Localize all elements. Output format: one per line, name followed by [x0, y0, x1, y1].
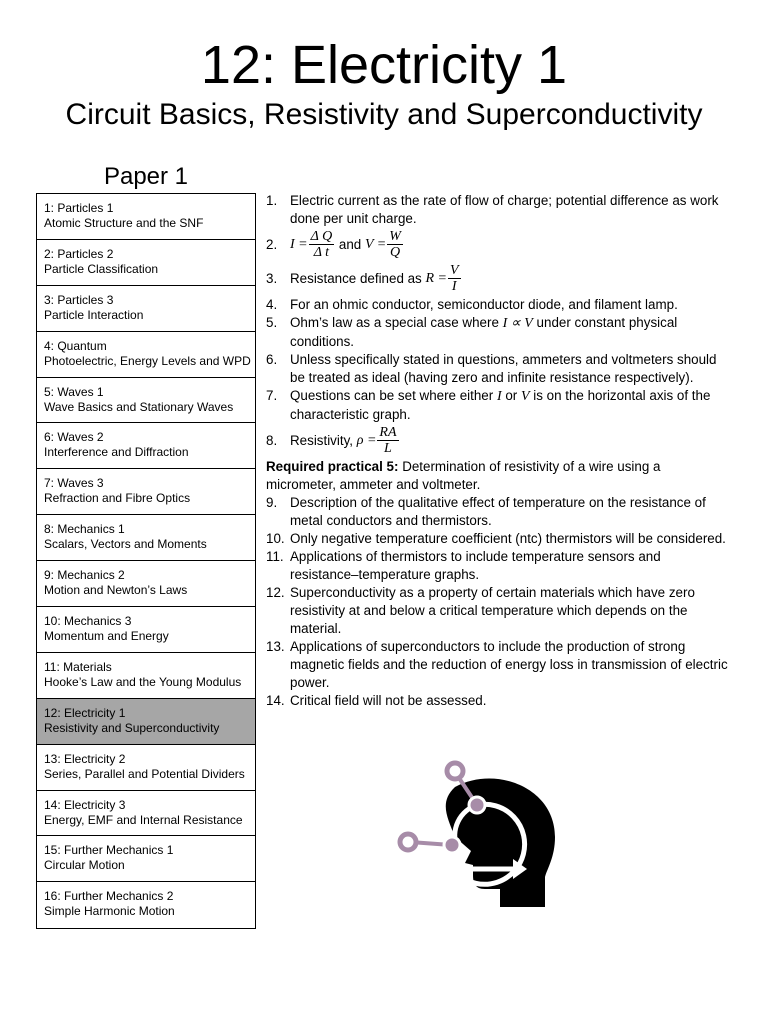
topic-item[interactable] — [37, 332, 255, 378]
topic-name: Interference and Diffraction — [44, 445, 189, 460]
spec-item — [266, 425, 728, 456]
topic-item[interactable] — [37, 745, 255, 791]
page-subtitle: Circuit Basics, Resistivity and Superconductivity — [65, 98, 703, 131]
item-text: Critical field will not be assessed. — [290, 693, 487, 708]
topic-number: 4: Quantum — [44, 338, 107, 353]
circuit-node — [400, 834, 416, 850]
item-text: and — [335, 236, 365, 252]
item-number: 9. — [266, 495, 278, 510]
circuit-node — [447, 763, 463, 779]
topic-item[interactable] — [37, 515, 255, 561]
topic-number: 10: Mechanics 3 — [44, 614, 132, 629]
topic-item-active[interactable] — [37, 699, 255, 745]
item-text: Applications of thermistors to include temperature sensors and resistance–temperature graphs. — [290, 549, 661, 582]
spec-item — [266, 229, 728, 260]
item-text: Questions can be set where either — [290, 388, 497, 403]
item-text: Only negative temperature coefficient (ntc) thermistors will be considered. — [290, 531, 726, 546]
item-text: Superconductivity as a property of certain materials which have zero resistivity at and below a critical temperature which depends on the material. — [290, 585, 695, 636]
topic-item[interactable] — [37, 561, 255, 607]
math-symbol: I — [496, 389, 502, 404]
topic-name: Scalars, Vectors and Moments — [44, 537, 207, 552]
topic-number: 9: Mechanics 2 — [44, 568, 125, 583]
topic-number: 5: Waves 1 — [44, 384, 104, 399]
item-text: Resistivity, — [290, 432, 357, 448]
item-number: 5. — [266, 315, 278, 330]
head-silhouette — [446, 778, 555, 907]
spec-item — [266, 530, 728, 548]
spec-item — [266, 638, 728, 692]
topic-number: 13: Electricity 2 — [44, 751, 126, 766]
spec-item — [266, 494, 728, 530]
item-text: Ohm’s law as a special case where — [290, 315, 503, 330]
topic-item[interactable] — [37, 469, 255, 515]
item-number: 12. — [266, 585, 285, 600]
topic-name: Refraction and Fibre Optics — [44, 491, 191, 506]
topic-name: Particle Classification — [44, 261, 159, 276]
fraction: $\frac{V}{I}$ — [449, 263, 459, 294]
topic-name: Particle Interaction — [44, 307, 144, 322]
spec-item — [266, 314, 728, 351]
topic-item[interactable] — [37, 240, 255, 286]
topic-number: 8: Mechanics 1 — [44, 522, 125, 537]
required-practical-label: Required practical 5: — [266, 459, 399, 474]
circuit-node — [444, 837, 460, 853]
item-text: is on the horizontal axis of the characteristic graph. — [290, 388, 711, 422]
topic-number: 14: Electricity 3 — [44, 797, 126, 812]
spec-item — [266, 263, 728, 294]
item-number: 10. — [266, 531, 285, 546]
required-practical-text: Determination of resistivity of a wire using a micrometer, ammeter and voltmeter. — [266, 459, 661, 492]
topic-item[interactable] — [37, 836, 255, 882]
topic-item[interactable] — [37, 607, 255, 653]
fraction: $\frac{\text{Δ Q}}{\text{Δ t}}$ — [310, 229, 333, 260]
item-number: 11. — [266, 549, 284, 564]
topic-number: 11: Materials — [44, 659, 112, 674]
item-text: Description of the qualitative effect of temperature on the resistance of metal conductors and thermistors. — [290, 495, 706, 528]
topic-name: Photoelectric, Energy Levels and WPD — [44, 353, 251, 368]
topic-number: 7: Waves 3 — [44, 476, 104, 491]
item-number: 3. — [266, 270, 278, 286]
current-equation: I = — [290, 236, 308, 252]
topic-name: Series, Parallel and Potential Dividers — [44, 766, 245, 781]
topic-number: 1: Particles 1 — [44, 201, 114, 215]
resistance-equation: R = — [425, 270, 447, 286]
item-number: 1. — [266, 193, 278, 208]
topic-item[interactable] — [37, 286, 255, 332]
specification-content — [266, 192, 728, 710]
topic-name: Resistivity and Superconductivity — [44, 720, 220, 735]
topic-item[interactable] — [37, 653, 255, 699]
fraction: $\frac{W}{Q}$ — [389, 229, 401, 260]
topic-number: 2: Particles 2 — [44, 246, 114, 261]
spec-item — [266, 692, 728, 710]
topic-name: Motion and Newton’s Laws — [44, 583, 188, 598]
topic-name: Simple Harmonic Motion — [44, 904, 175, 919]
topic-item[interactable] — [37, 423, 255, 469]
item-text: or — [501, 388, 521, 403]
spec-item — [266, 387, 728, 424]
topic-number: 15: Further Mechanics 1 — [44, 843, 174, 858]
spec-item — [266, 584, 728, 638]
item-text: Electric current as the rate of flow of charge; potential difference as work done per unit charge. — [290, 193, 719, 226]
item-number: 14. — [266, 693, 285, 708]
topic-name: Atomic Structure and the SNF — [44, 216, 204, 230]
item-text: Unless specifically stated in questions, ammeters and voltmeters should be treated as ideal (having zero and infinite resistance respectively). — [290, 352, 717, 385]
topic-name: Hooke’s Law and the Young Modulus — [44, 674, 242, 689]
spec-item — [266, 351, 728, 387]
circuit-node — [469, 797, 485, 813]
ohms-law-math: I ∝ V — [502, 316, 533, 331]
item-text: Applications of superconductors to include the production of strong magnetic fields and the reduction of energy loss in transmission of electric power. — [290, 639, 728, 690]
head-circuit-icon — [395, 757, 560, 922]
item-text: For an ohmic conductor, semiconductor diode, and filament lamp. — [290, 297, 678, 312]
topic-number: 3: Particles 3 — [44, 292, 114, 307]
resistivity-equation: ρ = — [356, 432, 377, 448]
topic-name: Energy, EMF and Internal Resistance — [44, 812, 243, 827]
topic-list — [36, 193, 256, 929]
spec-item — [266, 192, 728, 228]
topic-name: Momentum and Energy — [44, 629, 169, 644]
item-text: under constant physical conditions. — [290, 315, 678, 349]
required-practical — [266, 458, 728, 494]
topic-number: 16: Further Mechanics 2 — [44, 889, 174, 904]
item-number: 7. — [266, 388, 278, 403]
item-number: 13. — [266, 639, 285, 654]
topic-number: 12: Electricity 1 — [44, 705, 126, 720]
item-number: 2. — [266, 236, 278, 252]
topic-item[interactable] — [37, 194, 255, 240]
paper-label: Paper 1 — [103, 163, 189, 190]
topic-item[interactable] — [37, 882, 255, 928]
item-number: 8. — [266, 432, 278, 448]
math-symbol: V — [520, 389, 530, 404]
topic-name: Wave Basics and Stationary Waves — [44, 399, 234, 414]
item-number: 6. — [266, 352, 278, 367]
pd-equation: V = — [364, 236, 387, 252]
item-number: 4. — [266, 297, 278, 312]
item-text: Resistance defined as — [290, 270, 426, 286]
topic-item[interactable] — [37, 791, 255, 837]
topic-number: 6: Waves 2 — [44, 430, 104, 445]
topic-item[interactable] — [37, 378, 255, 424]
spec-item — [266, 296, 728, 314]
spec-item — [266, 548, 728, 584]
fraction: $\frac{RA}{L}$ — [379, 425, 397, 456]
topic-name: Circular Motion — [44, 858, 125, 873]
page-title: 12: Electricity 1 — [200, 35, 568, 95]
